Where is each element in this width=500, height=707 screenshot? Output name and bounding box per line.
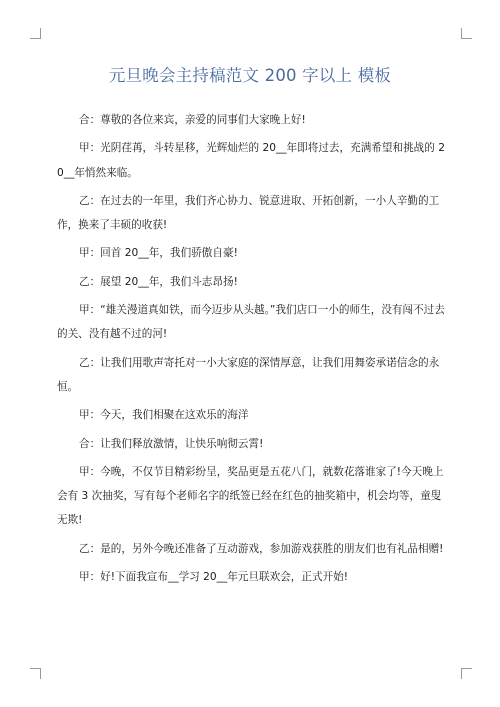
paragraph: 甲：光阴荏苒，斗转星移，光辉灿烂的 20__年即将过去，充满希望和挑战的 20__年悄然来临。 (57, 142, 445, 179)
paragraph: 合：尊敬的各位来宾，亲爱的同事们大家晚上好! (79, 114, 306, 126)
crop-mark-bottom-right (461, 668, 472, 679)
paragraph: 甲：今天，我们相聚在这欢乐的海洋 (79, 409, 249, 422)
crop-mark-top-left (30, 28, 41, 39)
paragraph: 乙：是的，另外今晚还准备了互动游戏，参加游戏获胜的朋友们也有礼品相赠! (79, 542, 444, 555)
paragraph: 乙：展望 20__年，我们斗志昂扬! (79, 275, 238, 288)
paragraph: 甲：回首 20__年，我们骄傲自豪! (79, 247, 238, 260)
paragraph: 乙：在过去的一年里，我们齐心协力、锐意进取、开拓创新，一小人辛勤的工作，换来了丰硕的收获! (57, 194, 440, 232)
paragraph: 甲：“雄关漫道真如铁，而今迈步从头越。”我们店口一小的师生，没有闯不过去的关、没有越不过的河! (57, 304, 445, 341)
paragraph: 甲：好!下面我宣布__学习 20__年元旦联欢会，正式开始! (79, 571, 348, 584)
document-body (57, 108, 447, 593)
document-title: 元旦晚会主持稿范文 200 字以上 模板 (108, 66, 392, 85)
paragraph: 合：让我们释放激情，让快乐响彻云霄! (79, 437, 264, 450)
crop-mark-bottom-left (30, 668, 41, 679)
paragraph: 乙：让我们用歌声寄托对一小大家庭的深情厚意，让我们用舞姿承诺信念的永恒。 (57, 356, 440, 393)
paragraph: 甲：今晚，不仅节目精彩纷呈，奖品更是五花八门，就数花落谁家了!今天晚上会有 3 次抽奖，写有每个老师名字的纸签已经在红色的抽奖箱中，机会均等，童叟无欺! (57, 465, 444, 527)
crop-mark-top-right (461, 28, 472, 39)
